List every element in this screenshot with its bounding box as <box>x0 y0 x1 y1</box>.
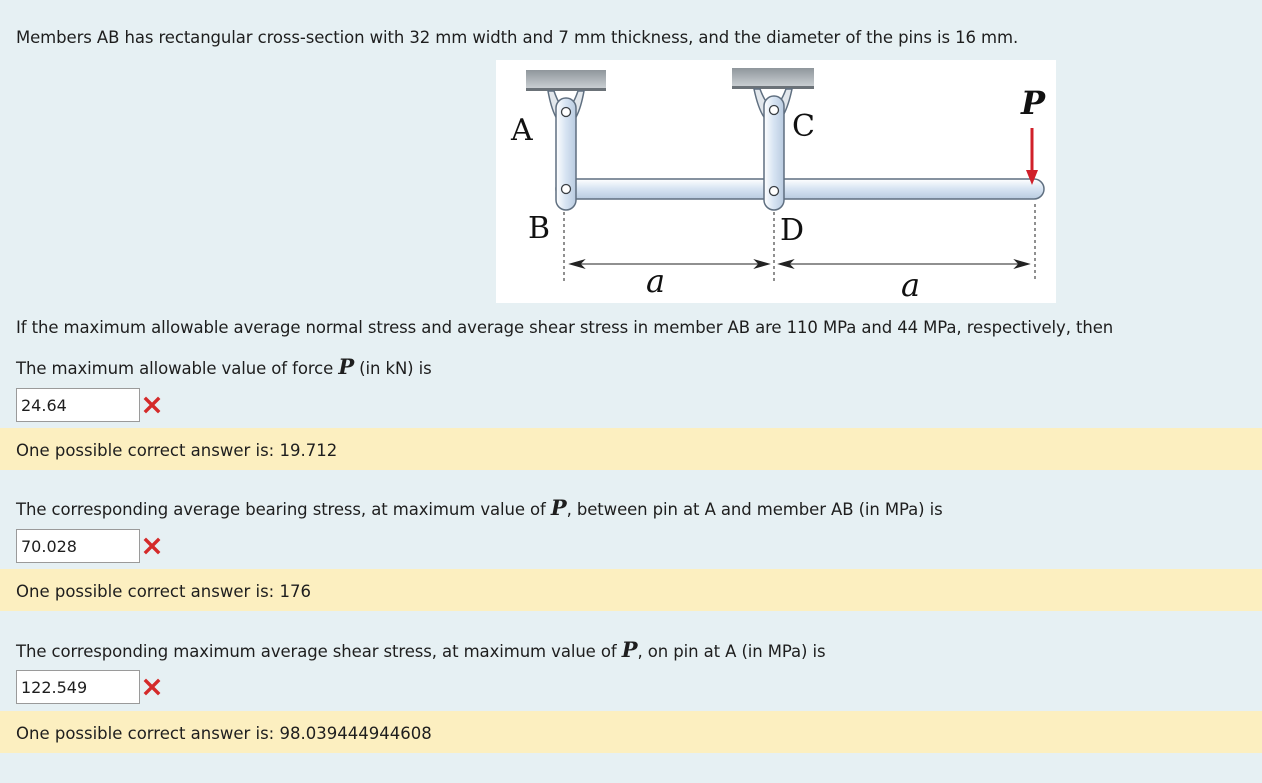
question-1-answer-input[interactable] <box>16 388 140 422</box>
label-d: D <box>780 213 805 248</box>
label-a-span-1: a <box>646 262 666 300</box>
problem-statement: Members AB has rectangular cross-section with 32 mm width and 7 mm thickness, and the diameter of the pins is 16 mm. <box>16 28 1019 47</box>
problem-figure <box>496 60 1056 303</box>
cross-icon <box>143 678 161 696</box>
cross-icon <box>143 396 161 414</box>
question-1-text <box>16 354 432 379</box>
beam-diagram <box>496 60 1056 303</box>
beam-bd <box>556 179 1044 199</box>
dimension-arrows <box>570 260 1029 268</box>
question-3-prefix: The corresponding maximum average shear stress, at maximum value of <box>16 642 622 661</box>
question-3-text <box>16 637 826 662</box>
question-1-feedback <box>0 428 1262 470</box>
question-1-feedback-text: One possible correct answer is: 19.712 <box>16 441 338 460</box>
label-c: C <box>792 109 815 144</box>
question-2-prefix: The corresponding average bearing stress, at maximum value of <box>16 500 551 519</box>
problem-condition: If the maximum allowable average normal stress and average shear stress in member AB are 110 MPa and 44 MPa, respectively, then <box>16 318 1114 337</box>
question-3-feedback-text: One possible correct answer is: 98.039444944608 <box>16 724 432 743</box>
question-1-prefix: The maximum allowable value of force <box>16 359 339 378</box>
question-2-feedback-text: One possible correct answer is: 176 <box>16 582 311 601</box>
label-p: P <box>1021 84 1046 122</box>
question-2-suffix: , between pin at A and member AB (in MPa) is <box>566 500 943 519</box>
label-a-span-2: a <box>901 266 921 303</box>
question-1-variable: P <box>338 354 355 379</box>
label-a: A <box>511 113 533 148</box>
cross-icon <box>143 537 161 555</box>
force-arrow-icon <box>1026 128 1038 185</box>
question-2-feedback <box>0 569 1262 611</box>
question-2-variable: P <box>550 495 567 520</box>
question-3-variable: P <box>621 637 638 662</box>
question-2-answer-input[interactable] <box>16 529 140 563</box>
question-2-text <box>16 495 943 520</box>
label-b: B <box>528 211 551 246</box>
question-3-feedback <box>0 711 1262 753</box>
question-3-suffix: , on pin at A (in MPa) is <box>637 642 826 661</box>
question-3-answer-input[interactable] <box>16 670 140 704</box>
question-1-suffix: (in kN) is <box>354 359 432 378</box>
